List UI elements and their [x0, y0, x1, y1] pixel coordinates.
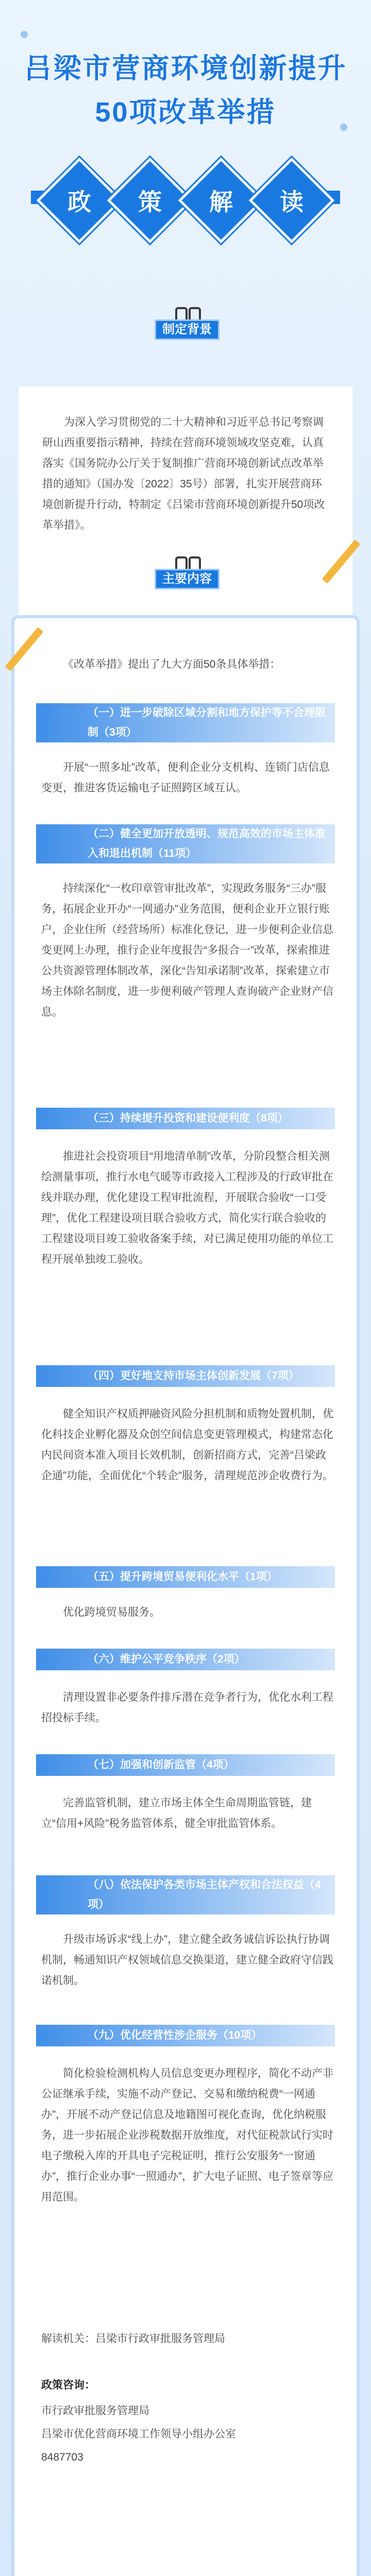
- section-body-8: 升级市场诉求“线上办”，建立健全政务诚信诉讼执行协调机制，畅通知识产权领域信息交换渠道，建立健全政府守信践诺机制。: [41, 1934, 333, 1987]
- interpreter-text: 解读机关：吕梁市行政审批服务管理局: [41, 2333, 225, 2345]
- section-body-1: 开展“一照多址”改革，便利企业分支机构、连锁门店信息变更，推进客货运输电子证照跨区域互认。: [41, 761, 330, 794]
- banner-char: 读: [249, 158, 335, 244]
- section-heading-5: （五）提升跨境贸易便利化水平（1项）: [36, 1566, 335, 1588]
- section-heading-3: （三）持续提升投资和建设便利度（8项）: [36, 1108, 335, 1129]
- banner-char: 政: [37, 158, 123, 244]
- section-label-content: 主要内容: [155, 569, 220, 589]
- page-title-line1: 吕梁市营商环境创新提升: [24, 53, 347, 84]
- section-heading-8: （八）依法保护各类市场主体产权和合法权益（4项）: [36, 1875, 335, 1914]
- section-body-6: 清理设置非必要条件排斥潜在竞争者行为，优化水利工程招投标手续。: [41, 1691, 333, 1724]
- section-heading-7: （七）加强和创新监管（4项）: [36, 1754, 335, 1776]
- page-title-line2: 50项改革举措: [95, 97, 276, 128]
- banner-char: 解: [178, 158, 264, 244]
- policy-interpretation-banner: [49, 170, 322, 231]
- section-body-3: 推进社会投资项目“用地清单制”改革，分阶段整合相关测绘测量事项，推行水电气暖等市政接入工程涉及的行政审批在线并联办理，优化建设工程审批流程，开展联合验收“一口受理”，优化工程建设项目联合验收方式，简化实行联合验收的工程建设项目竣工验收备案手续，对已满足使用功能的单位工程开展单独竣工验收。: [41, 1150, 333, 1265]
- contact-phone: 8487703: [41, 2451, 83, 2463]
- contact-line: 吕梁市优化营商环境工作领导小组办公室: [41, 2428, 236, 2440]
- banner-char: 策: [107, 158, 193, 244]
- section-body-7: 完善监管机制，建立市场主体全生命周期监管链，建立“信用+风险”税务监管体系，健全审批监管体系。: [41, 1797, 312, 1829]
- section-heading-4: （四）更好地支持市场主体创新发展（7项）: [36, 1365, 335, 1387]
- contact-line: 市行政审批服务管理局: [41, 2405, 149, 2417]
- section-body-5: 优化跨境贸易服务。: [63, 1606, 160, 1618]
- intro-text: 《改革举措》提出了九大方面50条具体举措：: [63, 658, 281, 670]
- section-heading-2: （二）健全更加开放透明、规范高效的市场主体准入和退出机制（11项）: [36, 824, 335, 863]
- decor-dot: [21, 31, 28, 38]
- section-body-4: 健全知识产权质押融资风险分担机制和质物处置机制，优化科技企业孵化器及众创空间信息变更管理模式，构建常态化内民间资本准入项目长效机制，创新招商方式，完善“吕梁政企通”功能，全面优化“个转企”服务，清理规范涉企收费行为。: [41, 1408, 333, 1482]
- section-heading-1: （一）进一步破除区域分割和地方保护等不合理限制（3项）: [36, 703, 335, 742]
- background-text: 为深入学习贯彻党的二十大精神和习近平总书记考察调研山西重要指示精神，持续在营商环境领域攻坚克难，认真落实《国务院办公厅关于复制推广营商环境创新试点改革举措的通知》（国办发〔2022〕35号）部署，扎实开展营商环境创新提升行动，特制定《吕梁市营商环境创新提升50项改革举措》。: [42, 416, 325, 531]
- section-body-9: 简化检验检测机构人员信息变更办理程序，简化不动产非公证继承手续，实施不动产登记、交易和缴纳税费“一网通办”，开展不动产登记信息及地籍图可视化查询，优化纳税服务，进一步拓展企业涉税数据开放维度，对代征税款试行实时电子缴税入库的开具电子完税证明，推行公安服务“一窗通办”，推行企业办事“一照通办”，扩大电子证照、电子签章等应用范围。: [41, 2067, 333, 2203]
- contact-title: 政策咨询：: [41, 2379, 95, 2391]
- header: [0, 0, 371, 247]
- section-heading-9: （九）优化经营性涉企服务（10项）: [36, 2025, 335, 2046]
- section-label-background: 制定背景: [155, 319, 220, 340]
- section-body-2: 持续深化“一枚印章管审批改革”，实现政务服务“三办”服务，拓展企业开办“一网通办”业务范围，便利企业开立银行账户，企业住所（经营场所）标准化登记，进一步便利企业信息变更网上办理，推行企业年度报告“多报合一”改革，探索推进公共资源管理体制改革，深化“告知承诺制”改革，探索建立市场主体除名制度，进一步便利破产管理人查询破产企业财产信息。: [41, 883, 333, 1018]
- section-heading-6: （六）维护公平竞争秩序（2项）: [36, 1649, 335, 1670]
